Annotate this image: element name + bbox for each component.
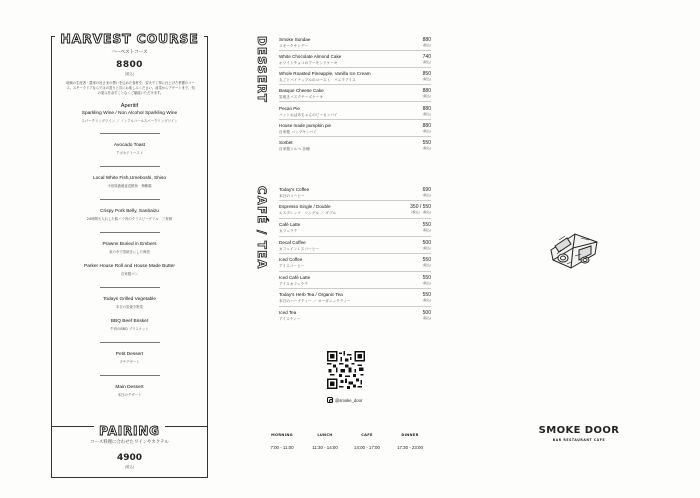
divider: [279, 306, 431, 307]
course-item-jp: 自家製パン: [121, 272, 138, 276]
divider: [279, 84, 431, 85]
menu-item: [279, 88, 431, 100]
menu-item-tax: (税込): [422, 146, 431, 150]
cafe-tea-heading: CAFÉ / TEA: [255, 186, 269, 270]
menu-item-price: 550: [422, 292, 431, 298]
menu-item-jp: アイスコーヒー: [279, 263, 305, 268]
menu-item-name: Espresso Single / Double: [279, 204, 331, 209]
menu-item-name: Iced Coffee: [279, 257, 303, 262]
menu-item-tax: (税込): [422, 316, 431, 320]
menu-item-jp: ホワイトチョコのアーモンドケーキ: [279, 60, 338, 65]
divider: [100, 375, 160, 376]
menu-item-jp: エスプレッソ シングル ／ ダブル: [279, 210, 337, 215]
menu-item: [279, 204, 431, 216]
course-item-name: Petit Dessert: [115, 352, 144, 357]
menu-item-tax: (税込): [422, 281, 431, 285]
menu-item-name: White Chocolate Almond Cake: [279, 54, 342, 59]
menu-item: [279, 257, 431, 269]
menu-item-price: 880: [422, 123, 431, 129]
harvest-course-panel: [51, 31, 208, 478]
course-item-jp: 本日のデザート: [117, 393, 142, 397]
menu-item-price: 740: [422, 54, 431, 60]
course-item: [52, 297, 207, 309]
course-subtitle: ハーベストコース: [111, 50, 148, 55]
hours-time: 14:00 - 17:00: [354, 445, 380, 450]
menu-item-tax: (税込): [422, 263, 431, 267]
divider: [279, 67, 431, 68]
course-price: 8800: [116, 60, 143, 70]
menu-item-tax: (税込): [422, 228, 431, 232]
menu-item-price: 350 / 550: [410, 204, 431, 210]
firewood-illustration: [545, 220, 603, 272]
menu-item-name: Today's Herb Tea / Organic Tea: [279, 292, 343, 297]
menu-item-jp: カフェラテ: [279, 228, 298, 233]
menu-item-tax: (税込): [422, 129, 431, 133]
divider: [100, 199, 160, 200]
divider: [100, 342, 160, 343]
menu-item-tax: (税込): [422, 112, 431, 116]
menu-item-jp: 炭焼きバスクチーズケーキ: [279, 94, 324, 99]
course-item-head: Aperitif: [120, 103, 139, 109]
menu-item-price: 550: [422, 275, 431, 281]
menu-item-name: House made pumpkin pie: [279, 123, 332, 128]
divider: [279, 253, 431, 254]
menu-item-name: Sorbet: [279, 140, 293, 145]
course-item-jp: アボカドトースト: [116, 151, 143, 155]
menu-item: [279, 292, 431, 304]
menu-item-tax: (税込): [422, 77, 431, 81]
course-item: [52, 143, 207, 155]
menu-item: [279, 275, 431, 287]
hours-label: LUNCH: [317, 433, 333, 437]
course-item: [52, 176, 207, 188]
course-tax-note: (税込): [125, 72, 134, 76]
instagram-link[interactable]: [327, 397, 362, 403]
course-item-jp: 灰の中で蒸焼きにした海老: [109, 250, 150, 254]
course-item-jp: 24時間火入れした豚バラ肉のクリスピーグリル 三杯酢: [86, 217, 173, 221]
divider: [279, 119, 431, 120]
divider: [279, 271, 431, 272]
menu-item-jp: バットおばあちゃんのピーカンパイ: [279, 112, 338, 117]
qr-code[interactable]: [327, 351, 365, 389]
course-items: [52, 103, 207, 397]
course-item-name: Crispy Pork Belly, Sanbaizu: [100, 209, 159, 214]
hours-dinner: [390, 433, 430, 450]
course-item: [52, 209, 207, 221]
menu-item: [279, 222, 431, 234]
menu-item-jp: 本日のコーヒー: [279, 193, 305, 198]
menu-item-price: 880: [422, 37, 431, 43]
logo-subtitle: BAR RESTAURANT CAFE: [552, 438, 606, 442]
course-item-name: Sparkling Wine / Non Alcohol Sparkling Wine: [81, 111, 178, 116]
dessert-heading: DESSERT: [255, 36, 269, 104]
course-description: 地域の生産者・農家の皆さまの想いを込めた食材を、炭火で丁寧に仕上げた季節のコース。スモークドアならではの香りと共にお楽しみください。前菜からデザートまで、旬の恵みを余すことなくご堪能いただけます。: [66, 81, 195, 95]
menu-item-name: Decaf Coffee: [279, 240, 306, 245]
instagram-icon: [327, 397, 333, 403]
hours-time: 7:00 - 11:00: [270, 445, 294, 450]
menu-item: [279, 54, 431, 66]
menu-item-jp: 自家製 パンプキンパイ: [279, 129, 317, 134]
menu-item-name: Whole Roasted Pineapple, Vanilla Ice Cream: [279, 71, 371, 76]
menu-item-name: Iced Café Latte: [279, 275, 311, 280]
menu-item-price: 550: [422, 222, 431, 228]
course-item-name: Main Dessert: [115, 385, 144, 390]
divider: [279, 50, 431, 51]
menu-item-name: Today's Coffee: [279, 187, 310, 192]
course-item: [52, 264, 207, 276]
menu-item-jp: スモークサンデー: [279, 43, 309, 48]
course-item: [52, 242, 207, 254]
logo-name: SMOKE DOOR: [538, 425, 620, 436]
course-item-jp: プチデザート: [119, 360, 140, 364]
menu-item-price: 500: [422, 240, 431, 246]
menu-item-name: Smoke Sundae: [279, 37, 311, 42]
course-title: HARVEST COURSE: [52, 28, 207, 47]
hours-time: 17:30 - 23:00: [397, 445, 423, 450]
menu-item-jp: 丸ごとパイナップルのロースト バニラアイス: [279, 77, 356, 82]
hours-label: DINNER: [401, 433, 419, 437]
menu-item-price: 880: [422, 106, 431, 112]
smoke-door-logo: [537, 425, 621, 442]
menu-item-price: 550: [422, 257, 431, 263]
menu-item-tax: (税込): [422, 193, 431, 197]
menu-item: [279, 106, 431, 118]
divider: [279, 200, 431, 201]
course-item-name: Prawns Buried in Embers: [102, 242, 157, 247]
pairing-tax-note: (税込): [125, 465, 134, 469]
menu-item-jp: 本日のハーブティー ／ オーガニックティー: [279, 298, 351, 303]
divider: [279, 136, 431, 137]
menu-item-name: Pecan Pie: [279, 106, 300, 111]
menu-item: [279, 240, 431, 252]
menu-item-price: 850: [422, 71, 431, 77]
menu-item-tax: (税込): [422, 246, 431, 250]
menu-item: [279, 140, 431, 152]
menu-item-tax: (税込): [422, 94, 431, 98]
menu-item: [279, 187, 431, 199]
divider: [100, 287, 160, 288]
menu-item-tax: (税込): [422, 60, 431, 64]
menu-item-name: Café Latte: [279, 222, 301, 227]
pairing-price: 4900: [116, 453, 143, 463]
course-item-name: Parker House Roll and House Made Butter: [84, 264, 175, 269]
course-item-name: Local White Fish,Umeboshi, Shiso: [92, 176, 167, 181]
course-item-name: BBQ Beef Brisket: [110, 319, 149, 324]
course-item: [52, 385, 207, 397]
hours-time: 11:30 - 14:00: [312, 445, 338, 450]
course-item: [52, 103, 207, 123]
divider: [100, 133, 160, 134]
divider: [279, 288, 431, 289]
menu-item-price: 500: [422, 310, 431, 316]
divider: [279, 218, 431, 219]
menu-item-name: Iced Tea: [279, 310, 297, 315]
course-item: [52, 352, 207, 364]
course-item-jp: 小田原漁港直送鮮魚 梅紫蘇: [107, 184, 152, 188]
menu-item: [279, 310, 431, 322]
menu-item-jp: アイスカフェラテ: [279, 281, 309, 286]
menu-item: [279, 71, 431, 83]
menu-item-jp: アイスティー: [279, 316, 301, 321]
course-item: [52, 319, 207, 331]
course-item-name: Avocado Toast: [113, 143, 146, 148]
divider: [279, 236, 431, 237]
course-item-jp: 本日の炭焼き野菜: [115, 305, 144, 309]
menu-item-price: 690: [422, 187, 431, 193]
pairing-subtitle: コース料理に合わせたワインやカクテル: [90, 440, 169, 445]
hours-cafe: [347, 433, 387, 450]
instagram-handle: @smoke_door: [335, 397, 363, 403]
menu-item-price: 880: [422, 88, 431, 94]
course-item-name: Todays Grilled Vegetable: [102, 297, 157, 302]
menu-item-name: Basque Cheese Cake: [279, 88, 324, 93]
divider: [100, 232, 160, 233]
hours-label: MORNING: [271, 433, 293, 437]
menu-item-tax: (税込): [422, 43, 431, 47]
menu-item-jp: カフェインレスコーヒー: [279, 246, 320, 251]
menu-item-price: 550: [422, 140, 431, 146]
menu-item-tax: (税込) (税込): [411, 210, 431, 214]
menu-item-tax: (税込): [422, 298, 431, 302]
divider: [100, 166, 160, 167]
menu-item-jp: 自家製ソルベ 各種: [279, 146, 310, 151]
hours-label: CAFE: [361, 433, 373, 437]
course-item-jp: 牛肉のBBQ ブリスケット: [110, 327, 149, 331]
course-item-jp: スパークリングワイン ／ ノンアルコールスパークリングワイン: [81, 119, 178, 123]
hours-morning: [262, 433, 302, 450]
divider: [279, 101, 431, 102]
pairing-title: PAIRING: [52, 420, 207, 439]
menu-item: [279, 37, 431, 49]
hours-lunch: [305, 433, 345, 450]
menu-item: [279, 123, 431, 135]
